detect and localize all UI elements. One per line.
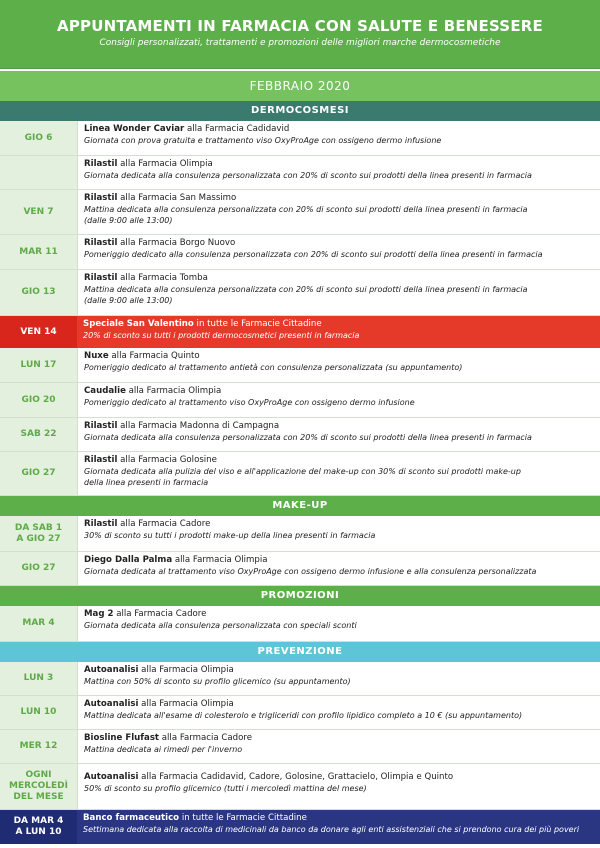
event-row <box>0 418 600 452</box>
event-location: alla Farmacia Golosine <box>117 455 217 465</box>
event-date: GIO 27 <box>0 452 78 495</box>
event-row <box>0 156 600 190</box>
event-details <box>78 156 600 189</box>
event-date: GIO 27 <box>0 552 78 585</box>
event-details <box>78 552 600 585</box>
event-date: LUN 17 <box>0 348 78 382</box>
event-brand: Biosline Flufast <box>84 733 160 743</box>
event-description: Mattina dedicata ai rimedi per l'inverno <box>84 745 243 754</box>
event-row <box>0 516 600 552</box>
event-location: in tutte le Farmacie Cittadine <box>179 813 307 823</box>
event-details <box>78 190 600 234</box>
event-description: Mattina con 50% di sconto su profilo glicemico (su appuntamento) <box>84 677 351 686</box>
event-date: LUN 3 <box>0 662 78 695</box>
event-description: Mattina dedicata alla consulenza personalizzata con 20% di sconto sui prodotti della linea presenti in farmacia <box>84 285 528 294</box>
event-description: Mattina dedicata all'esame di colesterolo e trigliceridi con profilo lipidico completo a 10 € (su appuntamento) <box>84 711 523 720</box>
event-date <box>0 156 78 189</box>
event-date: OGNI MERCOLEDÌ DEL MESE <box>0 764 78 809</box>
event-details <box>78 516 600 551</box>
event-brand: Rilastil <box>84 238 118 248</box>
event-date: SAB 22 <box>0 418 78 451</box>
event-location: alla Farmacia Cadidavid, Cadore, Golosine, Grattacielo, Olimpia e Quinto <box>138 772 454 782</box>
event-row <box>0 696 600 730</box>
month-banner: FEBBRAIO 2020 <box>0 69 600 101</box>
event-location: alla Farmacia Cadore <box>159 733 252 743</box>
event-description: Pomeriggio dedicato al trattamento viso OxyProAge con ossigeno dermo infusione <box>84 398 415 407</box>
event-details <box>78 662 600 695</box>
event-brand: Rilastil <box>84 421 118 431</box>
event-brand: Rilastil <box>84 455 118 465</box>
event-brand: Banco farmaceutico <box>83 813 180 823</box>
section-dermocosmesi: DERMOCOSMESI <box>0 101 600 121</box>
event-description: Giornata dedicata alla consulenza personalizzata con speciali sconti <box>84 621 357 630</box>
event-row <box>0 552 600 586</box>
event-description: Giornata con prova gratuita e trattamento viso OxyProAge con ossigeno dermo infusione <box>84 136 442 145</box>
event-date: GIO 13 <box>0 270 78 315</box>
event-row <box>0 452 600 496</box>
event-details <box>78 121 600 155</box>
event-location: alla Farmacia Olimpia <box>117 159 213 169</box>
event-location: alla Farmacia Cadore <box>117 519 211 529</box>
event-date: DA SAB 1 A GIO 27 <box>0 516 78 551</box>
event-brand: Speciale San Valentino <box>83 319 194 329</box>
event-location: alla Farmacia Borgo Nuovo <box>117 238 236 248</box>
event-details <box>78 606 600 641</box>
event-date: MAR 4 <box>0 606 78 641</box>
event-location: alla Farmacia Madonna di Campagna <box>117 421 280 431</box>
event-location: alla Farmacia Tomba <box>117 273 208 283</box>
section-promozioni: PROMOZIONI <box>0 586 600 606</box>
event-location: alla Farmacia San Massimo <box>117 193 237 203</box>
section-prevenzione: PREVENZIONE <box>0 642 600 662</box>
event-description-cont: della linea presenti in farmacia <box>84 478 209 487</box>
event-row <box>0 235 600 270</box>
event-details <box>78 418 600 451</box>
event-date: DA MAR 4 A LUN 10 <box>0 810 77 844</box>
event-location: alla Farmacia Cadore <box>113 609 207 619</box>
section-makeup: MAKE-UP <box>0 496 600 516</box>
event-details <box>78 452 600 495</box>
event-description: Giornata dedicata al trattamento viso OxyProAge con ossigeno dermo infusione e alla consulenza personalizzata <box>84 567 537 576</box>
event-date: MAR 11 <box>0 235 78 269</box>
event-row-highlight <box>0 810 600 844</box>
event-description: 30% di sconto su tutti i prodotti make-up della linea presenti in farmacia <box>84 531 376 540</box>
event-date: VEN 14 <box>0 316 77 348</box>
event-date: GIO 6 <box>0 121 78 155</box>
page-title: APPUNTAMENTI IN FARMACIA CON SALUTE E BENESSERE <box>57 17 543 35</box>
event-row <box>0 190 600 235</box>
event-hours: (dalle 9:00 alle 13:00) <box>84 296 173 305</box>
event-brand: Rilastil <box>84 519 118 529</box>
event-details <box>78 764 600 809</box>
event-location: alla Farmacia Olimpia <box>138 699 234 709</box>
event-brand: Caudalie <box>84 386 126 396</box>
event-brand: Autoanalisi <box>84 772 139 782</box>
event-row <box>0 121 600 156</box>
event-details <box>77 316 600 348</box>
event-description: Giornata dedicata alla consulenza personalizzata con 20% di sconto sui prodotti della linea presenti in farmacia <box>84 171 532 180</box>
event-description: Settimana dedicata alla raccolta di medicinali da banco da donare agli enti assistenziali che si prendono cura dei più poveri <box>83 825 580 834</box>
event-brand: Autoanalisi <box>84 665 139 675</box>
event-details <box>78 730 600 763</box>
event-brand: Linea Wonder Caviar <box>84 124 185 134</box>
event-row <box>0 270 600 316</box>
event-date: LUN 10 <box>0 696 78 729</box>
event-row <box>0 348 600 383</box>
event-brand: Autoanalisi <box>84 699 139 709</box>
event-brand: Nuxe <box>84 351 109 361</box>
event-hours: (dalle 9:00 alle 13:00) <box>84 216 173 225</box>
event-location: alla Farmacia Quinto <box>108 351 200 361</box>
event-brand: Mag 2 <box>84 609 114 619</box>
event-location: alla Farmacia Olimpia <box>125 386 222 396</box>
event-row <box>0 730 600 764</box>
event-description: Mattina dedicata alla consulenza personalizzata con 20% di sconto sui prodotti della linea presenti in farmacia <box>84 205 528 214</box>
event-brand: Rilastil <box>84 193 118 203</box>
event-location: alla Farmacia Olimpia <box>172 555 268 565</box>
event-brand: Diego Dalla Palma <box>84 555 173 565</box>
page-subtitle: Consigli personalizzati, trattamenti e promozioni delle migliori marche dermocosmetiche <box>99 38 501 48</box>
event-description: Pomeriggio dedicato al trattamento antietà con consulenza personalizzata (su appuntamento) <box>84 363 463 372</box>
event-brand: Rilastil <box>84 273 118 283</box>
event-row <box>0 764 600 810</box>
event-location: alla Farmacia Olimpia <box>138 665 234 675</box>
event-brand: Rilastil <box>84 159 118 169</box>
event-row-highlight <box>0 316 600 348</box>
event-details <box>77 810 600 844</box>
event-description: 50% di sconto su profilo glicemico (tutti i mercoledì mattina del mese) <box>84 784 367 793</box>
event-location: alla Farmacia Cadidavid <box>184 124 290 134</box>
event-description: Giornata dedicata alla consulenza personalizzata con 20% di sconto sui prodotti della linea presenti in farmacia <box>84 433 532 442</box>
event-row <box>0 383 600 418</box>
event-details <box>78 383 600 417</box>
event-date: VEN 7 <box>0 190 78 234</box>
event-description: Giornata dedicata alla pulizia del viso e all'applicazione del make-up con 30% di sconto sui prodotti make-up <box>84 467 521 476</box>
event-row <box>0 606 600 642</box>
event-date: MER 12 <box>0 730 78 763</box>
event-details <box>78 696 600 729</box>
event-details <box>78 348 600 382</box>
event-description: Pomeriggio dedicato alla consulenza personalizzata con 20% di sconto sui prodotti della linea presenti in farmacia <box>84 250 543 259</box>
event-date: GIO 20 <box>0 383 78 417</box>
event-details <box>78 270 600 315</box>
page-header <box>0 0 600 69</box>
event-details <box>78 235 600 269</box>
event-location: in tutte le Farmacie Cittadine <box>193 319 322 329</box>
event-description: 20% di sconto su tutti i prodotti dermocosmetici presenti in farmacia <box>83 331 360 340</box>
event-row <box>0 662 600 696</box>
